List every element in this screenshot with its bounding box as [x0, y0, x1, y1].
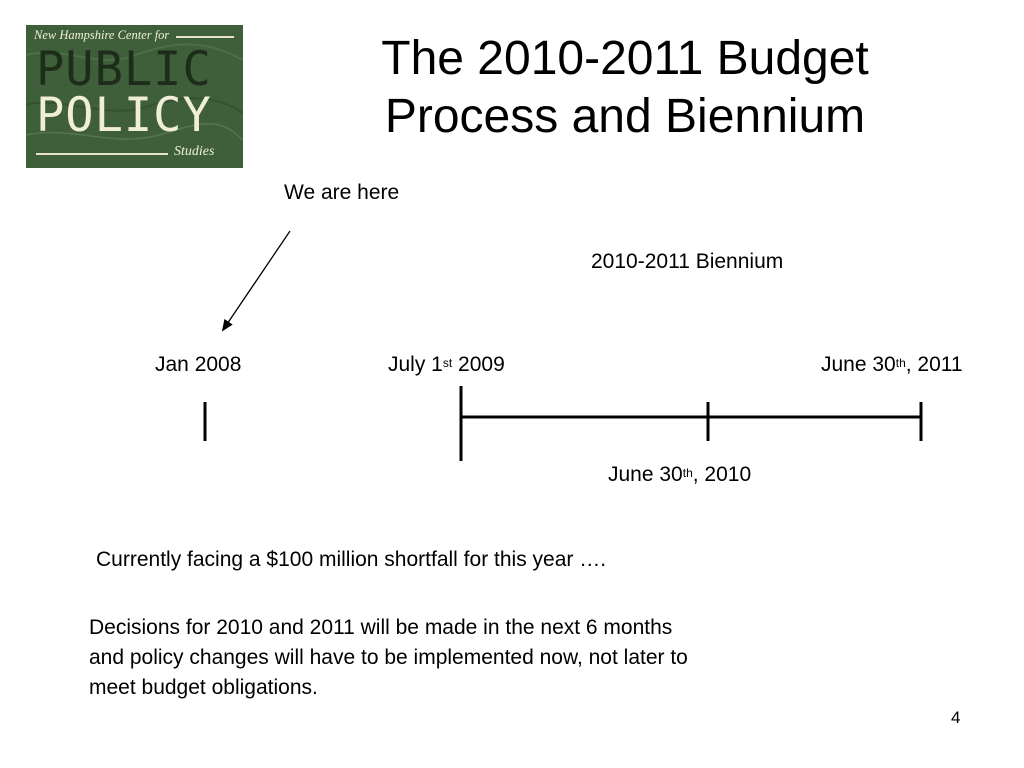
- date-july-2009: July 1st 2009: [388, 353, 505, 376]
- decisions-line-2: and policy changes will have to be implemented now, not later to: [89, 646, 688, 669]
- page-number: 4: [951, 708, 961, 727]
- title-line-1: The 2010-2011 Budget: [381, 32, 869, 85]
- date-june-2010: June 30th, 2010: [608, 463, 752, 486]
- logo-studies-text: Studies: [174, 144, 215, 159]
- we-are-here-label: We are here: [284, 181, 400, 204]
- decisions-line-3: meet budget obligations.: [89, 676, 318, 699]
- decisions-paragraph: [89, 613, 688, 703]
- date-jan-2008: Jan 2008: [155, 353, 242, 376]
- logo-policy-text: POLICY: [36, 88, 212, 143]
- logo-public-text: PUBLIC: [36, 42, 212, 97]
- we-are-here-arrow: [223, 231, 290, 330]
- date-june-2011: June 30th, 2011: [821, 353, 963, 376]
- shortfall-note: Currently facing a $100 million shortfall for this year ….: [96, 548, 607, 571]
- biennium-label: 2010-2011 Biennium: [591, 250, 784, 273]
- decisions-line-1: Decisions for 2010 and 2011 will be made in the next 6 months: [89, 616, 673, 639]
- logo-top-text: New Hampshire Center for: [34, 28, 170, 42]
- title-line-2: Process and Biennium: [384, 90, 866, 143]
